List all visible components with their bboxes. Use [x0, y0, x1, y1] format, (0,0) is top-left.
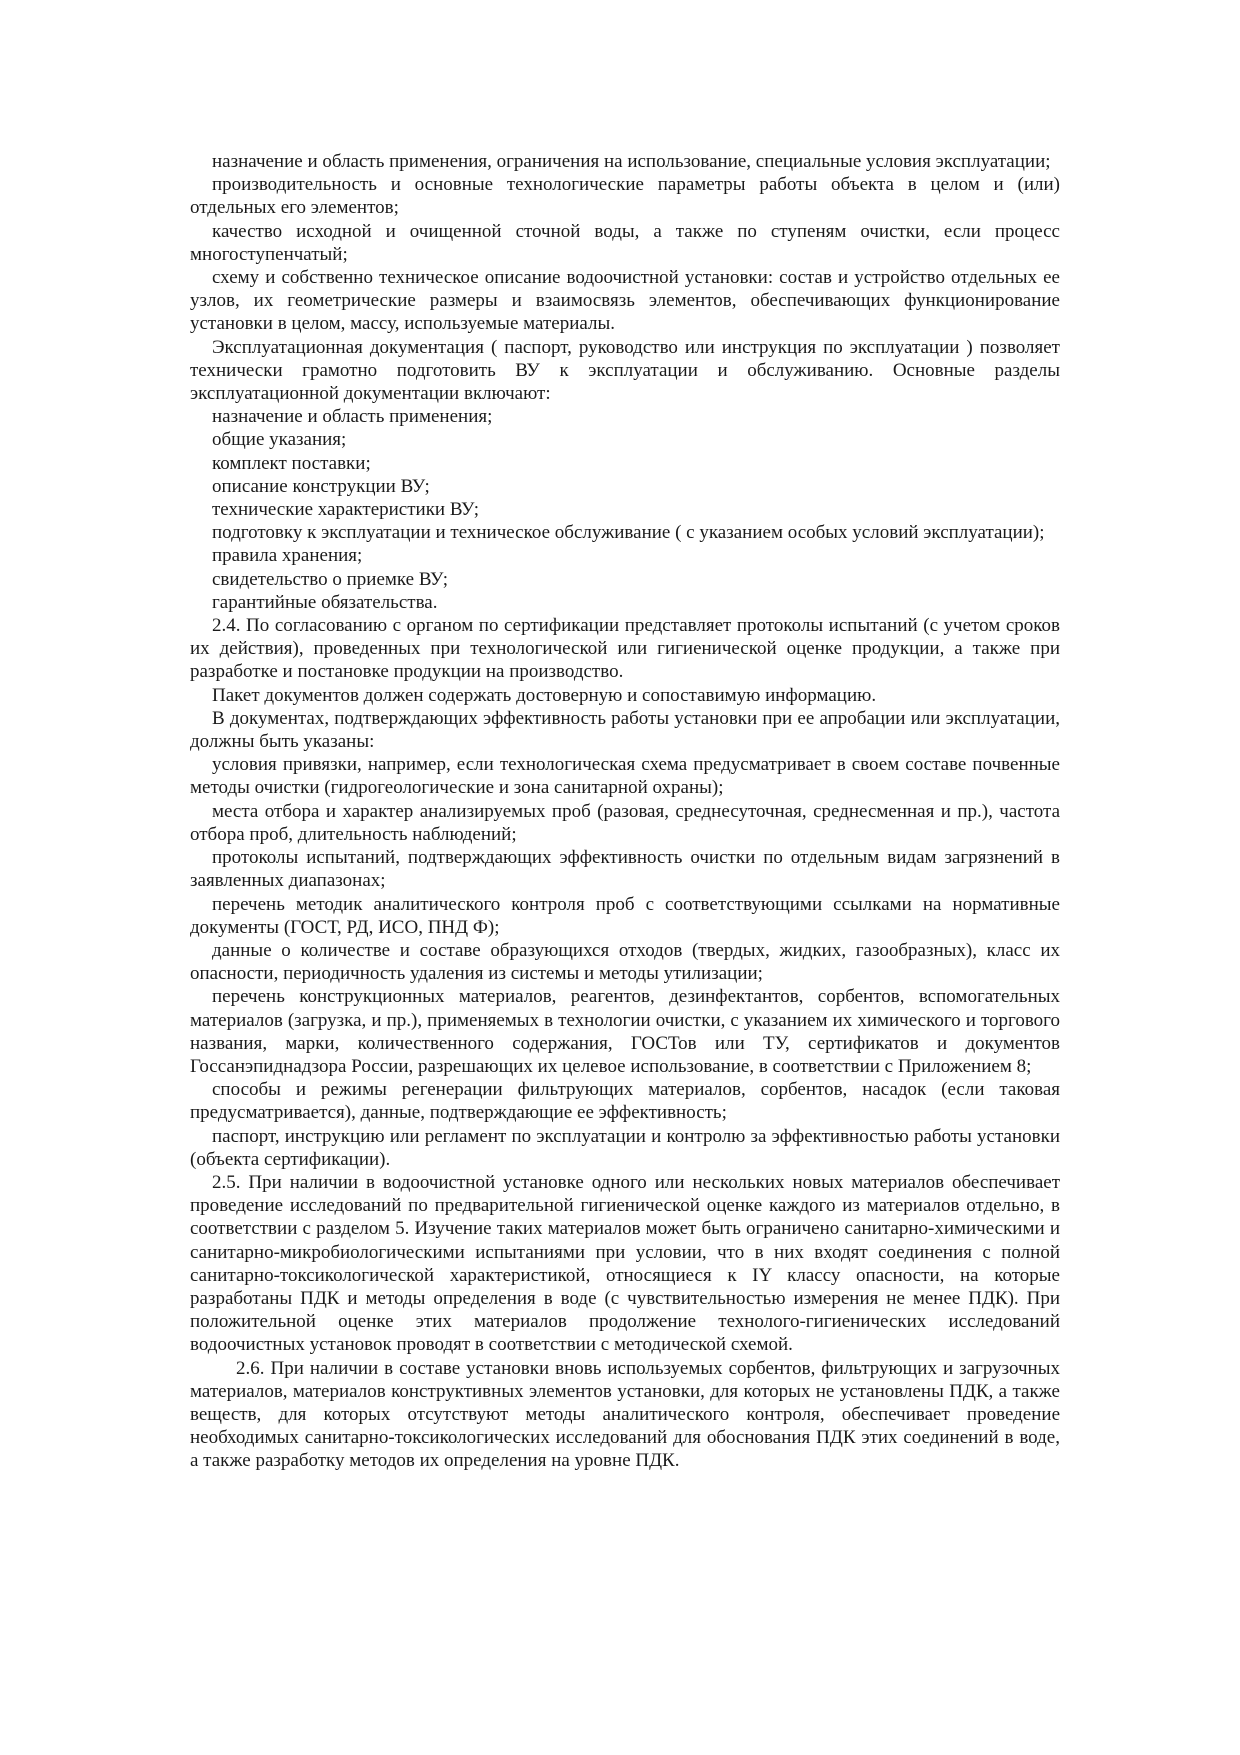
list-item-design: описание конструкции ВУ; [212, 475, 430, 497]
list-item-sampling: места отбора и характер анализируемых проб (разовая, среднесуточная, среднесменная и пр.), частота отбора проб, длительность наблюдений; [190, 800, 1060, 845]
list-item-maintenance: подготовку к эксплуатации и техническое обслуживание ( с указанием особых условий эксплуатации); [212, 522, 1045, 544]
list-item-specs: технические характеристики ВУ; [212, 499, 479, 521]
list-item-waste-data: данные о количестве и составе образующихся отходов (твердых, жидких, газообразных), класс их опасности, периодичность удаления из системы и методы утилизации; [190, 939, 1060, 985]
paragraph-water-quality: качество исходной и очищенной сточной воды, а также по ступеням очистки, если процесс многоступенчатый; [190, 220, 1060, 265]
paragraph-purpose-scope: назначение и область применения, ограничения на использование, специальные условия эксплуатации; [212, 151, 1051, 172]
section-2-5: 2.5. При наличии в водоочистной установке одного или нескольких новых материалов обеспечивает проведение исследований по предварительной гигиенической оценке каждого из материалов отдельно, в соответствии с разделом 5. Изучение таких материалов может быть ограничено санитарно-химическими и санитарно-микробиологическими испытаниями при условии, что в них входят соединения с полной санитарно-токсикологической характеристикой, относящиеся к IY классу опасности, на которые разработаны ПДК и методы определения в воде (с чувствительностью измерения не менее ПДК). При положительной оценке этих материалов продолжение технолого-гигиенических исследований водоочистных установок проводят в соответствии с методической схемой. [190, 1171, 1060, 1356]
paragraph-productivity: производительность и основные технологические параметры работы объекта в целом и (или) отдельных его элементов; [190, 174, 1060, 219]
list-item-test-protocols: протоколы испытаний, подтверждающих эффективность очистки по отдельным видам загрязнений в заявленных диапазонах; [190, 847, 1060, 892]
list-item-regeneration: способы и режимы регенерации фильтрующих материалов, сорбентов, насадок (если таковая предусматривается), данные, подтверждающие ее эффективность; [190, 1079, 1060, 1124]
section-2-6: 2.6. При наличии в составе установки вновь используемых сорбентов, фильтрующих и загрузочных материалов, материалов конструктивных элементов установки, для которых не установлены ПДК, а также веществ, для которых отсутствуют методы аналитического контроля, обеспечивает проведение необходимых санитарно-токсикологических исследований для обоснования ПДК этих соединений в воде, а также разработку методов их определения на уровне ПДК. [190, 1357, 1060, 1472]
list-item-acceptance: свидетельство о приемке ВУ; [212, 568, 449, 590]
list-item-materials-list: перечень конструкционных материалов, реагентов, дезинфектантов, сорбентов, вспомогательных материалов (загрузка, и пр.), применяемых в технологии очистки, с указанием их химического и торгового названия, марки, количественного содержания, ГОСТов или ТУ, сертификатов и документов Госсанэпиднадзора России, разрешающих их целевое использование, в соответствии с Приложением 8; [190, 986, 1060, 1077]
section-2-4: 2.4. По согласованию с органом по сертификации представляет протоколы испытаний (с учетом сроков их действия), проведенных при технологической или гигиенической оценке продукции, а также при разработке и постановке продукции на производство. [190, 615, 1060, 683]
list-item-delivery-set: комплект поставки; [212, 452, 371, 474]
list-item-storage: правила хранения; [212, 545, 363, 567]
list-item-passport: паспорт, инструкцию или регламент по эксплуатации и контролю за эффективностью работы установки (объекта сертификации). [190, 1125, 1060, 1170]
list-item-binding-conditions: условия привязки, например, если технологическая схема предусматривает в своем составе почвенные методы очистки (гидрогеологические и зона санитарной охраны); [190, 754, 1060, 799]
list-item-methods-list: перечень методик аналитического контроля проб с соответствующими ссылками на нормативные документы (ГОСТ, РД, ИСО, ПНД Ф); [190, 893, 1060, 938]
paragraph-operational-docs: Эксплуатационная документация ( паспорт, руководство или инструкция по эксплуатации ) позволяет технически грамотно подготовить ВУ к эксплуатации и обслуживанию. Основные разделы эксплуатационной документации включают: [190, 336, 1060, 405]
document-page [190, 150, 1060, 1473]
list-item-warranty: гарантийные обязательства. [212, 591, 438, 613]
paragraph-documents-must: В документах, подтверждающих эффективность работы установки при ее апробации или эксплуатации, должны быть указаны: [190, 707, 1060, 753]
paragraph-scheme-description: схему и собственно техническое описание водоочистной установки: состав и устройство отдельных ее узлов, их геометрические размеры и взаимосвязь элементов, обеспечивающих функционирование установки в целом, массу, используемые материалы. [190, 267, 1060, 335]
paragraph-package: Пакет документов должен содержать достоверную и сопоставимую информацию. [212, 684, 877, 706]
list-item-general: общие указания; [212, 429, 347, 451]
list-item-purpose: назначение и область применения; [212, 406, 493, 428]
